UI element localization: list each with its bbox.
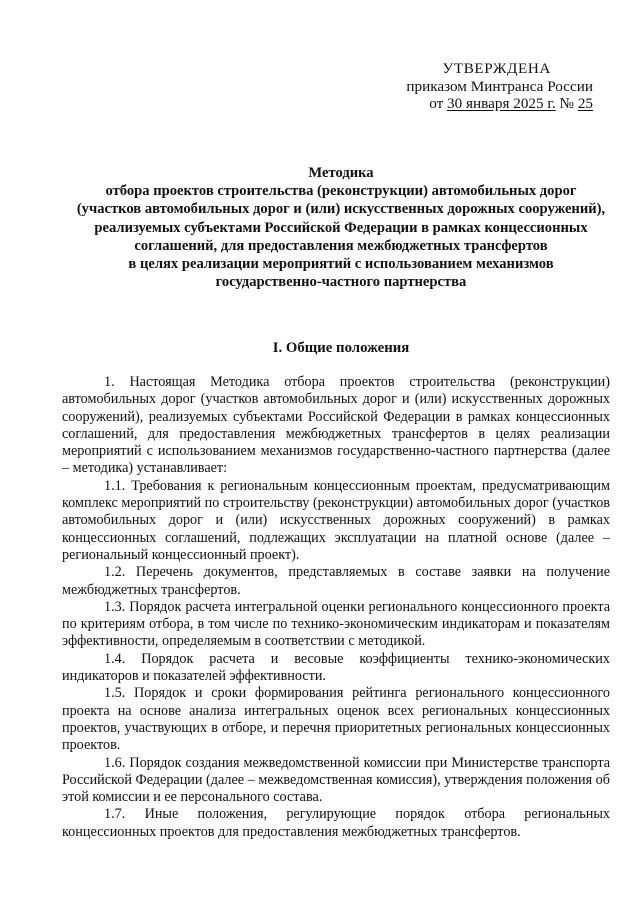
title-line: отбора проектов строительства (реконструкции) автомобильных дорог xyxy=(105,183,577,200)
paragraph: 1. Настоящая Методика отбора проектов строительства (реконструкции) автомобильных дорог (участков автомобильных дорог и (или) искусственных дорожных сооружений), реализуемых субъектами Российской Федерации в рамках концессионных соглашений, для предоставления межбюджетных трансфертов в целях реализации мероприятий с использованием механизмов государственно-частного партнерства (далее – методика) устанавливает: xyxy=(62,374,610,477)
paragraph: 1.1. Требования к региональным концессионным проектам, предусматривающим комплекс мероприятий по строительству (реконструкции) автомобильных дорог (участков автомобильных дорог и (или) искусственных дорожных сооружений) в рамках концессионных соглашений, подлежащих эксплуатации на платной основе (далее – региональный концессионный проект). xyxy=(62,477,610,563)
approval-number: 25 xyxy=(577,95,593,113)
section-heading: I. Общие положения xyxy=(272,340,410,356)
approval-block xyxy=(406,60,593,113)
paragraph: 1.2. Перечень документов, представляемых в составе заявки на получение межбюджетных трансфертов. xyxy=(62,564,610,598)
title-line: в целях реализации мероприятий с использованием механизмов xyxy=(128,256,554,273)
paragraph: 1.5. Порядок и сроки формирования рейтинга регионального концессионного проекта на основе анализа интегральных оценок всех региональных концессионных проектов, участвующих в отборе, и перечня приоритетных региональных концессионных проектов. xyxy=(62,685,610,754)
approval-order-line: приказом Минтранса России xyxy=(406,77,593,95)
paragraph: 1.7. Иные положения, регулирующие порядок отбора региональных концессионных проектов для предоставления межбюджетных трансфертов. xyxy=(62,806,610,840)
title-line: (участков автомобильных дорог и (или) искусственных дорожных сооружений), xyxy=(76,201,606,218)
paragraph: 1.3. Порядок расчета интегральной оценки регионального концессионного проекта по критериям отбора, в том числе по технико-экономическим индикаторам и показателям эффективности, определяемым в соответствии с методикой. xyxy=(62,598,610,650)
title-heading: Методика xyxy=(308,165,374,181)
paragraph: 1.4. Порядок расчета и весовые коэффициенты технико-экономических индикаторов и показателей эффективности. xyxy=(62,650,610,685)
document-title xyxy=(58,164,624,291)
approval-date-prefix: от xyxy=(429,95,444,113)
approval-number-prefix: № xyxy=(559,95,575,113)
document-body xyxy=(62,374,610,841)
approval-date: 30 января 2025 г. xyxy=(447,95,556,113)
approval-date-line xyxy=(406,95,593,113)
title-line: государственно-частного партнерства xyxy=(215,274,467,291)
title-line: реализуемых субъектами Российской Федерации в рамках концессионных xyxy=(94,219,588,236)
paragraph: 1.6. Порядок создания межведомственной комиссии при Министерстве транспорта Российской Федерации (далее – межведомственная комиссия), утверждения положения об этой комиссии и ее персонального состава. xyxy=(62,754,610,806)
approval-stamp: УТВЕРЖДЕНА xyxy=(442,60,551,77)
title-line: соглашений, для предоставления межбюджетных трансфертов xyxy=(134,237,548,254)
